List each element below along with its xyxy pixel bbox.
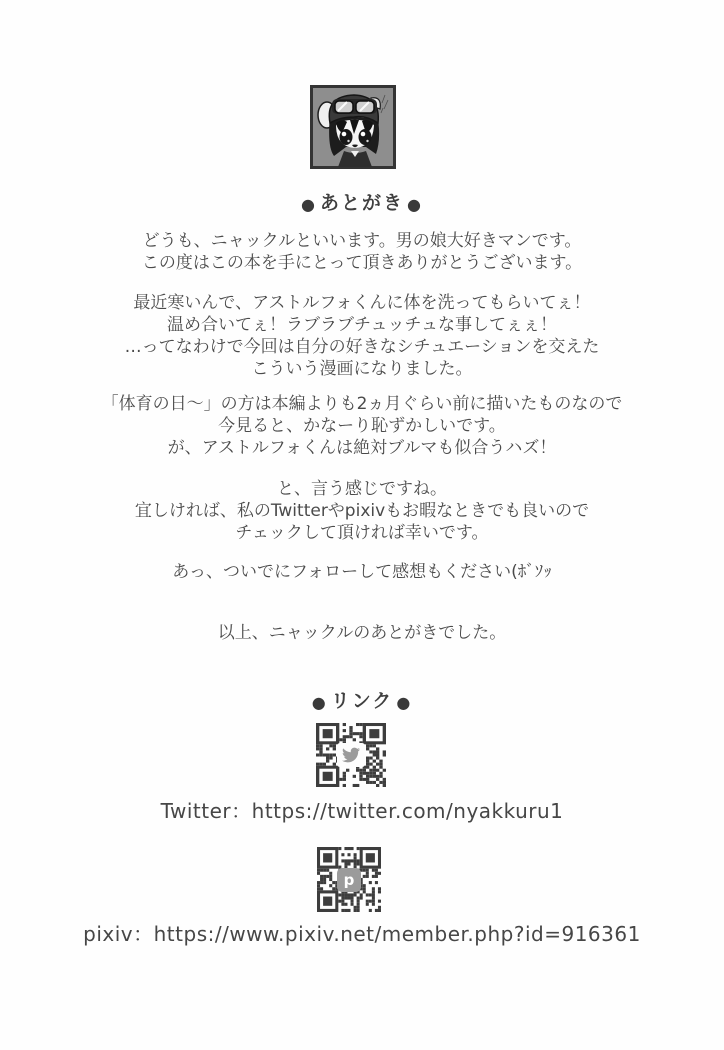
decor-circle-icon: ● bbox=[311, 693, 328, 712]
afterword-text-line: 以上、ニャックルのあとがきでした。 bbox=[217, 623, 507, 643]
links-heading bbox=[0, 686, 724, 713]
afterword-text-line: 今見ると、かなーり恥ずかしいです。 bbox=[218, 416, 506, 436]
afterword-paragraph-1 bbox=[0, 230, 724, 274]
afterword-heading-text: あとがき bbox=[319, 192, 404, 214]
afterword-paragraph-2 bbox=[0, 292, 724, 380]
author-avatar-illustration bbox=[310, 85, 396, 169]
afterword-text-line: チェックして頂ければ幸いです。 bbox=[235, 523, 489, 543]
afterword-text-line: 最近寒いんで、アストルフォくんに体を洗ってもらいてぇ！ bbox=[133, 293, 591, 313]
afterword-text-line: と、言う感じですね。 bbox=[277, 479, 447, 499]
decor-circle-icon: ● bbox=[301, 195, 317, 214]
afterword-paragraph-5 bbox=[0, 561, 724, 583]
twitter-bird-icon bbox=[337, 743, 365, 767]
pixiv-qr-code bbox=[317, 847, 381, 912]
afterword-text-line: 「体育の日〜」の方は本編よりも2ヵ月ぐらい前に描いたものなので bbox=[101, 394, 623, 414]
links-heading-text: リンク bbox=[330, 690, 394, 712]
afterword-paragraph-4 bbox=[0, 478, 724, 544]
twitter-qr-code bbox=[316, 723, 386, 787]
afterword-text-line: こういう漫画になりました。 bbox=[251, 359, 473, 379]
pixiv-logo-letter: p bbox=[343, 870, 355, 889]
decor-circle-icon: ● bbox=[407, 195, 423, 214]
afterword-heading bbox=[0, 188, 724, 215]
afterword-text-line: …ってなわけで今回は自分の好きなシチュエーションを交えた bbox=[124, 337, 600, 357]
afterword-text-line: あっ、ついでにフォローして感想もください(ﾎﾞｿｯ bbox=[172, 562, 552, 582]
chibi-aviator-character-icon bbox=[310, 85, 396, 169]
afterword-text-line: この度はこの本を手にとって頂きありがとうございます。 bbox=[141, 253, 583, 273]
afterword-text-line: 温め合いてぇ！ラブラブチュッチュな事してぇぇ！ bbox=[167, 315, 557, 335]
pixiv-p-icon bbox=[337, 868, 361, 892]
afterword-text-line: 宜しければ、私のTwitterやpixivもお暇なときでも良いので bbox=[134, 501, 590, 521]
afterword-paragraph-6 bbox=[0, 622, 724, 644]
afterword-text-line: どうも、ニャックルといいます。男の娘大好きマンです。 bbox=[142, 231, 582, 251]
decor-circle-icon: ● bbox=[396, 693, 413, 712]
afterword-text-line: が、アストルフォくんは絶対ブルマも似合うハズ！ bbox=[167, 438, 557, 458]
pixiv-url-text: pixiv：https://www.pixiv.net/member.php?id=916361 bbox=[83, 922, 641, 946]
afterword-paragraph-3 bbox=[0, 393, 724, 459]
twitter-url-text: Twitter：https://twitter.com/nyakkuru1 bbox=[160, 799, 564, 823]
